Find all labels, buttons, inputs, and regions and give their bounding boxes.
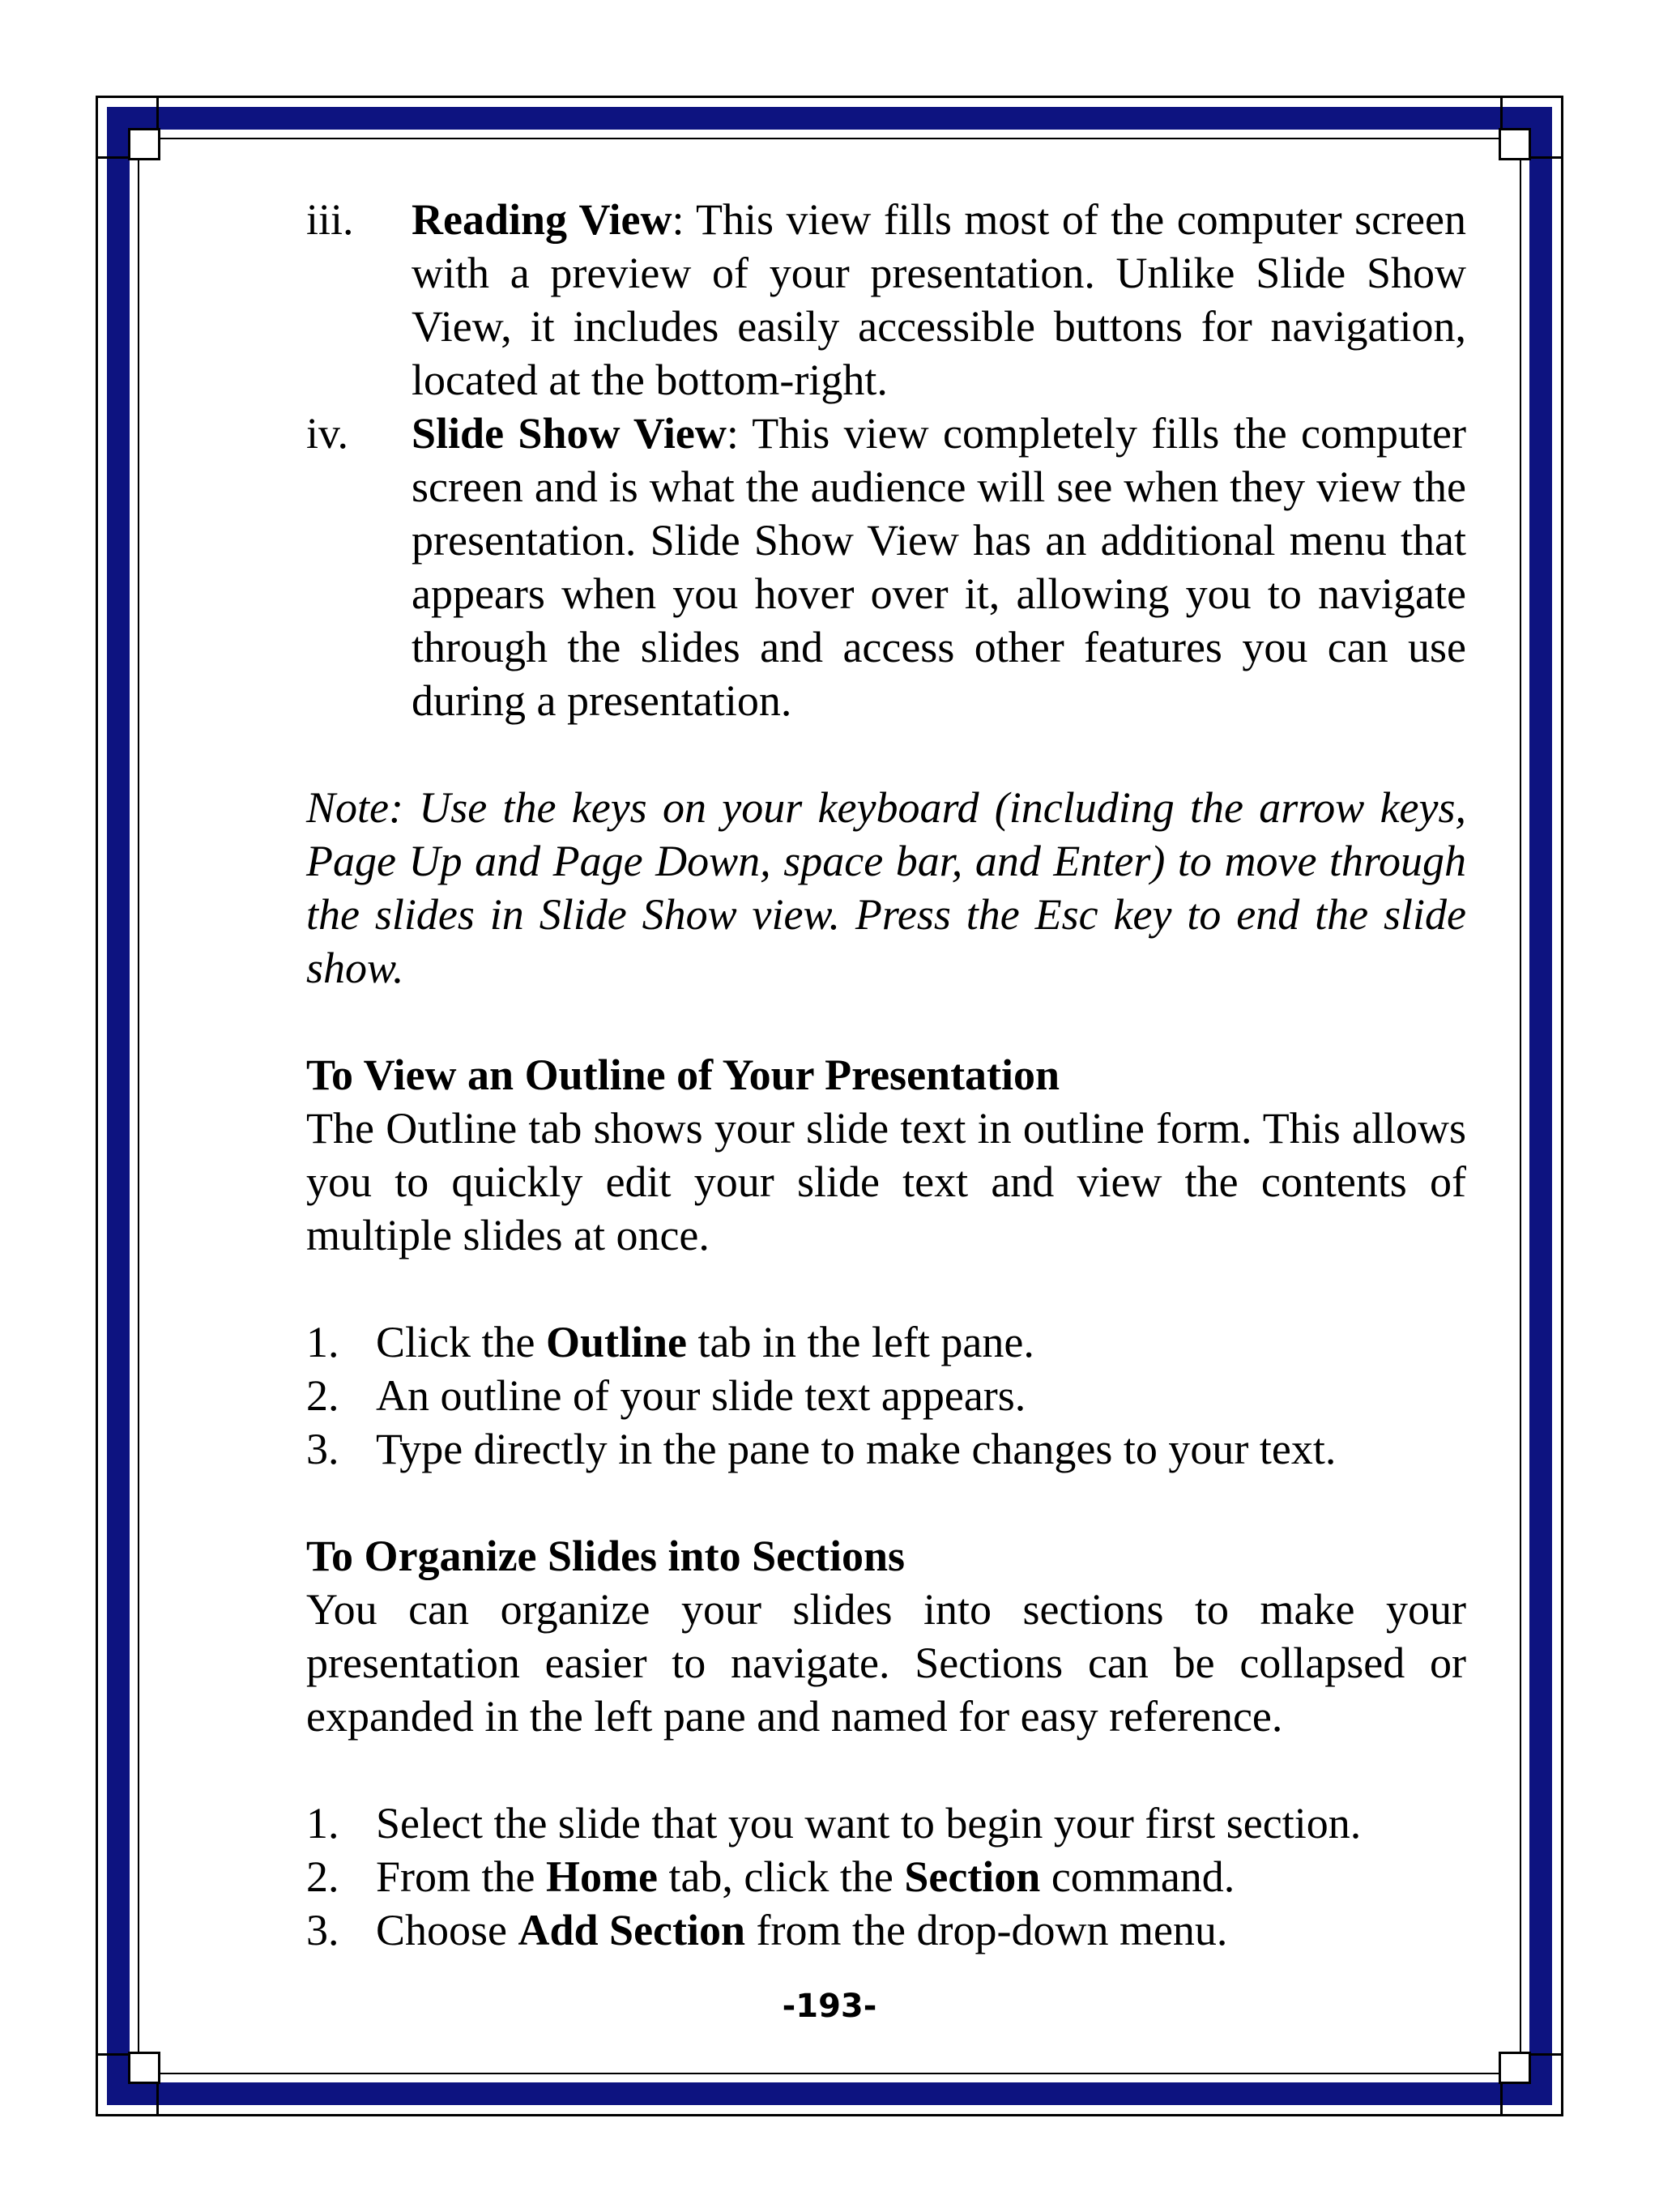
description-slide-show-view: : This view completely fills the computer screen and is what the audience will see when they view the presentation. Slide Show View has an additional menu that appears when you hover over it, allowing you to navigate through the slides and access other features you can use during a presentation. [412,409,1466,725]
outline-step-3: 3. Type directly in the pane to make changes to your text. [306,1422,1466,1476]
description-reading-view: : This view fills most of the computer screen with a preview of your presentation. Unlike Slide Show View, it includes easily accessible buttons for navigation, located at the bottom-right. [412,195,1466,404]
step-number: 2. [306,1852,339,1901]
note-paragraph: Note: Use the keys on your keyboard (including the arrow keys, Page Up and Page Down, space bar, and Enter) to move through the slides in Slide Show view. Press the Esc key to end the slide show. [306,783,1466,992]
outline-body: The Outline tab shows your slide text in outline form. This allows you to quickly edit your slide text and view the contents of multiple slides at once. [306,1104,1466,1259]
outline-step-2: 2. An outline of your slide text appears. [306,1369,1466,1422]
list-marker: iv. [306,409,348,458]
step-number: 2. [306,1371,339,1420]
page-content [306,193,1466,1957]
corner-square-top-right [1499,128,1531,160]
step-number: 3. [306,1425,339,1473]
corner-square-top-left [128,128,160,160]
term-slide-show-view: Slide Show View [412,409,727,458]
organize-body: You can organize your slides into sections to make your presentation easier to navigate. Sections can be collapsed or expanded in the left pane and named for easy reference. [306,1585,1466,1741]
heading-organize-sections: To Organize Slides into Sections [306,1532,906,1580]
step-number: 1. [306,1799,339,1848]
outline-step-1: 1. Click the Outline tab in the left pane. [306,1315,1466,1369]
view-item-slide-show [306,407,1466,727]
corner-square-bottom-left [128,2052,160,2084]
heading-view-outline: To View an Outline of Your Presentation [306,1051,1060,1099]
term-reading-view: Reading View [412,195,672,244]
organize-step-1: 1. Select the slide that you want to begin your first section. [306,1796,1466,1850]
list-marker: iii. [306,195,354,244]
corner-square-bottom-right [1499,2052,1531,2084]
organize-step-2: 2. From the Home tab, click the Section command. [306,1850,1466,1903]
view-item-reading [306,193,1466,407]
step-number: 3. [306,1906,339,1954]
page-number: -193- [782,1988,877,2025]
step-number: 1. [306,1318,339,1366]
organize-step-3: 3. Choose Add Section from the drop-down menu. [306,1903,1466,1957]
